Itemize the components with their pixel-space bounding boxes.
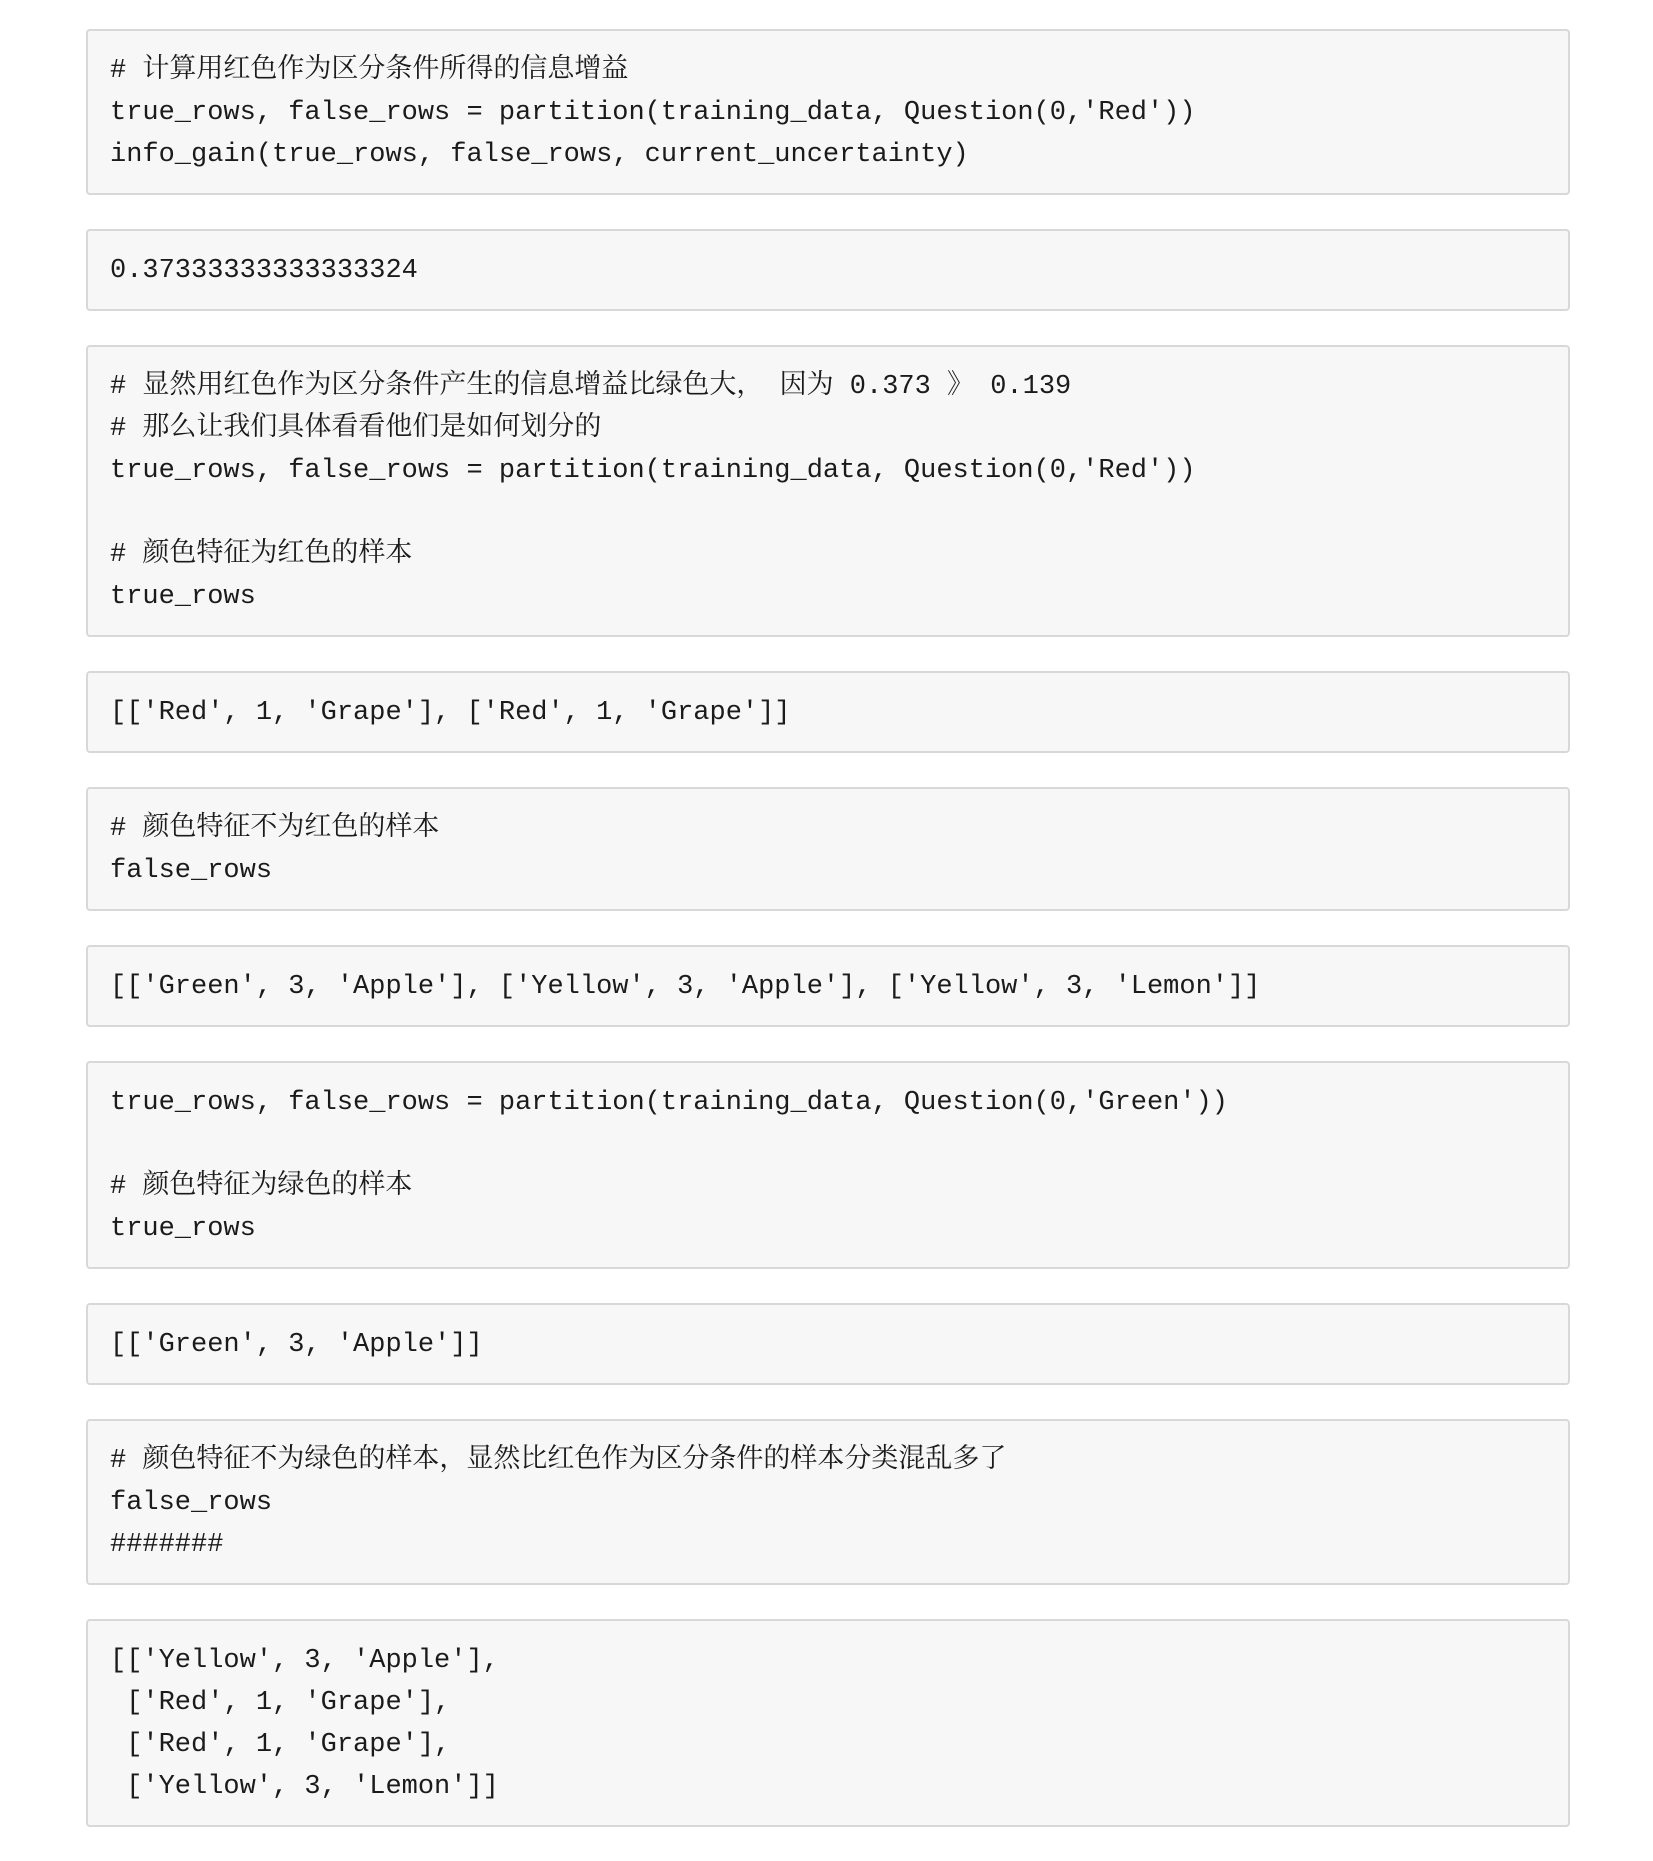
code-line <box>110 492 1546 534</box>
code-line: # 颜色特征不为红色的样本 <box>110 814 440 844</box>
code-text <box>110 50 1546 176</box>
output-cell <box>86 1303 1570 1385</box>
output-cell <box>86 671 1570 753</box>
output-line: [['Yellow', 3, 'Apple'], <box>110 1646 499 1676</box>
code-line: # 那么让我们具体看看他们是如何划分的 <box>110 414 602 444</box>
code-text <box>110 366 1546 618</box>
code-line: true_rows, false_rows = partition(training_data, Question(0,'Red')) <box>110 456 1196 486</box>
output-text <box>110 966 1546 1008</box>
output-line: [['Green', 3, 'Apple'], ['Yellow', 3, 'Apple'], ['Yellow', 3, 'Lemon']] <box>110 972 1261 1002</box>
code-line: # 计算用红色作为区分条件所得的信息增益 <box>110 56 629 86</box>
code-line: true_rows <box>110 582 256 612</box>
output-cell <box>86 229 1570 311</box>
code-line: # 显然用红色作为区分条件产生的信息增益比绿色大， 因为 0.373 》 0.139 <box>110 372 1072 402</box>
code-cell[interactable] <box>86 1061 1570 1269</box>
code-line: # 颜色特征不为绿色的样本，显然比红色作为区分条件的样本分类混乱多了 <box>110 1446 1007 1476</box>
output-line: ['Yellow', 3, 'Lemon']] <box>110 1772 499 1802</box>
code-line: true_rows, false_rows = partition(training_data, Question(0,'Green')) <box>110 1088 1228 1118</box>
code-line: info_gain(true_rows, false_rows, current_uncertainty) <box>110 140 969 170</box>
code-line: ####### <box>110 1530 224 1560</box>
code-line: false_rows <box>110 856 273 886</box>
code-text <box>110 808 1546 892</box>
code-cell[interactable] <box>86 29 1570 195</box>
code-cell[interactable] <box>86 1419 1570 1585</box>
code-cell[interactable] <box>86 345 1570 637</box>
notebook <box>86 29 1570 1861</box>
output-line: 0.37333333333333324 <box>110 256 418 286</box>
output-cell <box>86 1619 1570 1827</box>
output-text <box>110 692 1546 734</box>
output-line: [['Red', 1, 'Grape'], ['Red', 1, 'Grape']] <box>110 698 791 728</box>
output-text <box>110 250 1546 292</box>
output-text <box>110 1324 1546 1366</box>
output-line: [['Green', 3, 'Apple']] <box>110 1330 483 1360</box>
code-line: # 颜色特征为红色的样本 <box>110 540 413 570</box>
output-cell <box>86 945 1570 1027</box>
code-line: true_rows, false_rows = partition(training_data, Question(0,'Red')) <box>110 98 1196 128</box>
code-line <box>110 1124 1546 1166</box>
code-cell[interactable] <box>86 787 1570 911</box>
output-text <box>110 1640 1546 1808</box>
output-line: ['Red', 1, 'Grape'], <box>110 1688 451 1718</box>
code-text <box>110 1440 1546 1566</box>
code-line: # 颜色特征为绿色的样本 <box>110 1172 413 1202</box>
code-text <box>110 1082 1546 1250</box>
code-line: true_rows <box>110 1214 256 1244</box>
code-line: false_rows <box>110 1488 273 1518</box>
output-line: ['Red', 1, 'Grape'], <box>110 1730 451 1760</box>
